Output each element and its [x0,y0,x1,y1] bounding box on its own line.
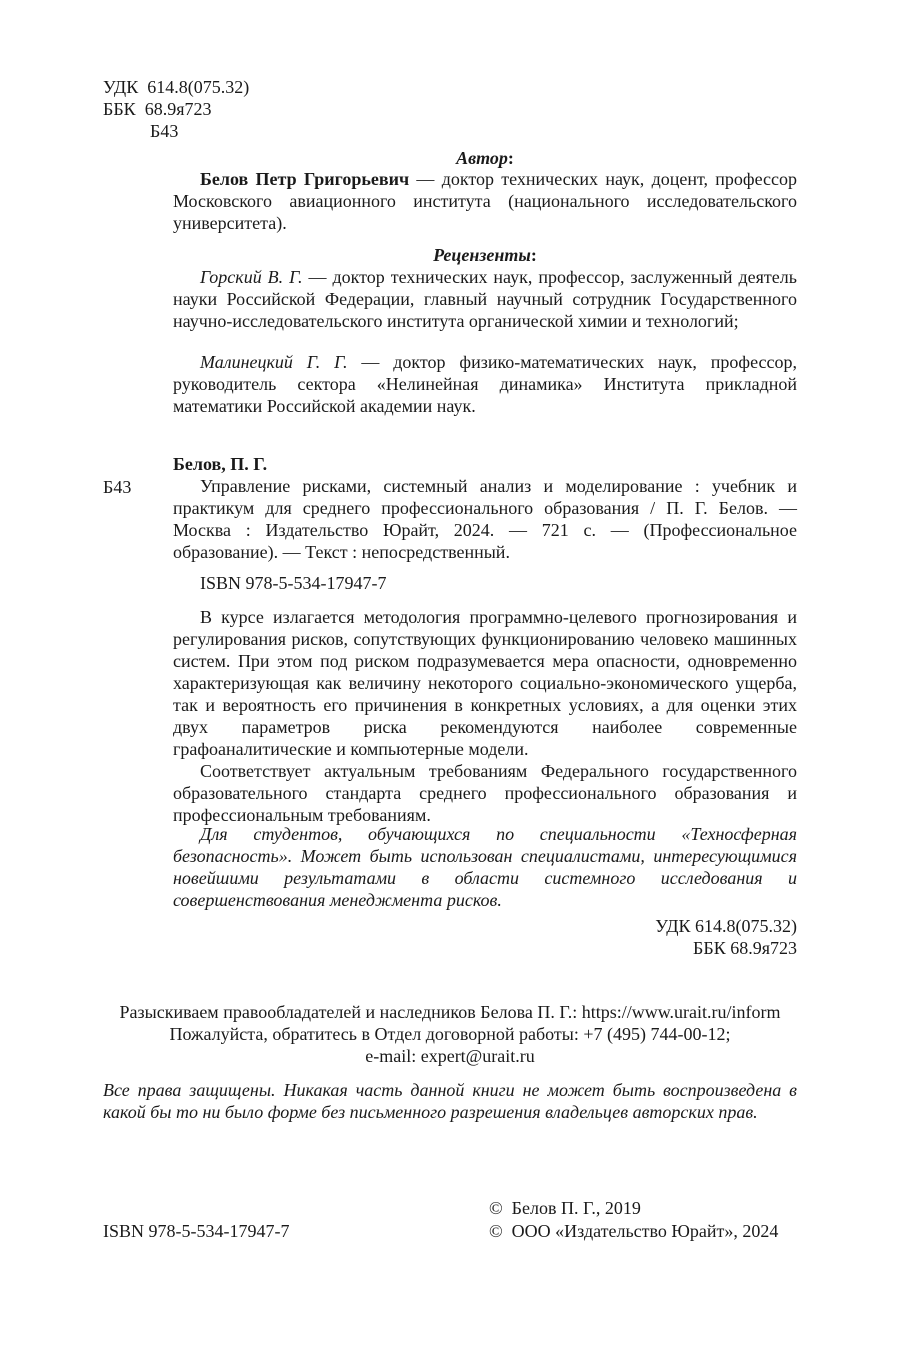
bbk-bottom: ББК 68.9я723 [693,938,797,958]
annotation-paragraph-2: Соответствует актуальным требованиям Федерального государственного образовательного стандарта среднего профессионального образования и профессиональным требованиям. [173,761,797,825]
rights-notice: Все права защищены. Никакая часть данной книги не может быть воспроизведена в какой бы то ни было форме без письменного разрешения владельцев авторских прав. [103,1080,797,1122]
bib-author-heading: Белов, П. Г. [173,454,268,474]
author-heading [173,147,797,169]
bib-isbn: ISBN 978-5-534-17947-7 [200,573,387,593]
udk-value: 614.8(075.32) [147,77,250,97]
holders-line-1: Разыскиваем правообладателей и наследников Белова П. Г.: https://www.urait.ru/inform [119,1002,781,1022]
reviewers-heading-colon: : [530,245,537,265]
reviewer-1 [173,266,797,332]
bbk-label: ББК [103,99,136,119]
author-name: Белов Петр Григорьевич [200,169,410,189]
annotation-paragraph-3: Для студентов, обучающихся по специальности «Техносферная безопасность». Может быть использован специалистами, интересующимися новейшими результатами в области системного исследования и совершенствования менеджмента рисков. [173,824,797,910]
udk-label: УДК [103,77,139,97]
reviewer-2-name: Малинецкий Г. Г. [200,352,348,372]
holders-line-2: Пожалуйста, обратитесь в Отдел договорной работы: +7 (495) 744-00-12; [169,1024,731,1044]
reviewer-2-description: — доктор физико-математических наук, профессор, руководитель сектора «Нелинейная динамика» Института прикладной математики Российской академии наук. [173,352,797,416]
author-paragraph [173,168,797,234]
author-heading-text: Автор [456,148,508,168]
reviewer-1-name: Горский В. Г. [200,267,303,287]
udk-bottom: УДК 614.8(075.32) [655,916,797,936]
reviewers-heading [173,244,797,266]
footer-copyright-1: © Белов П. Г., 2019 [489,1198,641,1218]
reviewers-heading-text: Рецензенты [433,245,531,265]
author-description: — доктор технических наук, доцент, профессор Московского авиационного института (национального исследовательского университета). [173,169,797,233]
bib-description: Управление рисками, системный анализ и моделирование : учебник и практикум для среднего профессионального образования / П. Г. Белов. — Москва : Издательство Юрайт, 2024. — 721 с. — (Профессиональное образование). — Текст : непосредственный. [173,476,797,562]
holders-line-3: e-mail: expert@urait.ru [365,1046,535,1066]
annotation-paragraph-1: В курсе излагается методология программно-целевого прогнозирования и регулирования рисков, сопутствующих функционированию человеко машинных систем. При этом под риском подразумевается мера опасности, одновременно характеризующая как величину некоторого социально-экономического ущерба, так и вероятность его причинения в конкретных условиях, а для оценки этих двух параметров риска рекомендуются наиболее современные графоаналитические и компьютерные модели. [173,607,797,759]
footer-copyright-2: © ООО «Издательство Юрайт», 2024 [489,1221,779,1241]
reviewer-2 [173,351,797,417]
author-sign-top: Б43 [150,121,179,141]
author-heading-colon: : [507,148,514,168]
bbk-value: 68.9я723 [144,99,212,119]
bib-sign: Б43 [103,477,132,497]
bbk-line [103,98,211,120]
udk-line [103,76,249,98]
footer-isbn: ISBN 978-5-534-17947-7 [103,1221,290,1241]
reviewer-1-description: — доктор технических наук, профессор, заслуженный деятель науки Российской Федерации, главный научный сотрудник Государственного научно-исследовательского института органической химии и технологий; [173,267,797,331]
